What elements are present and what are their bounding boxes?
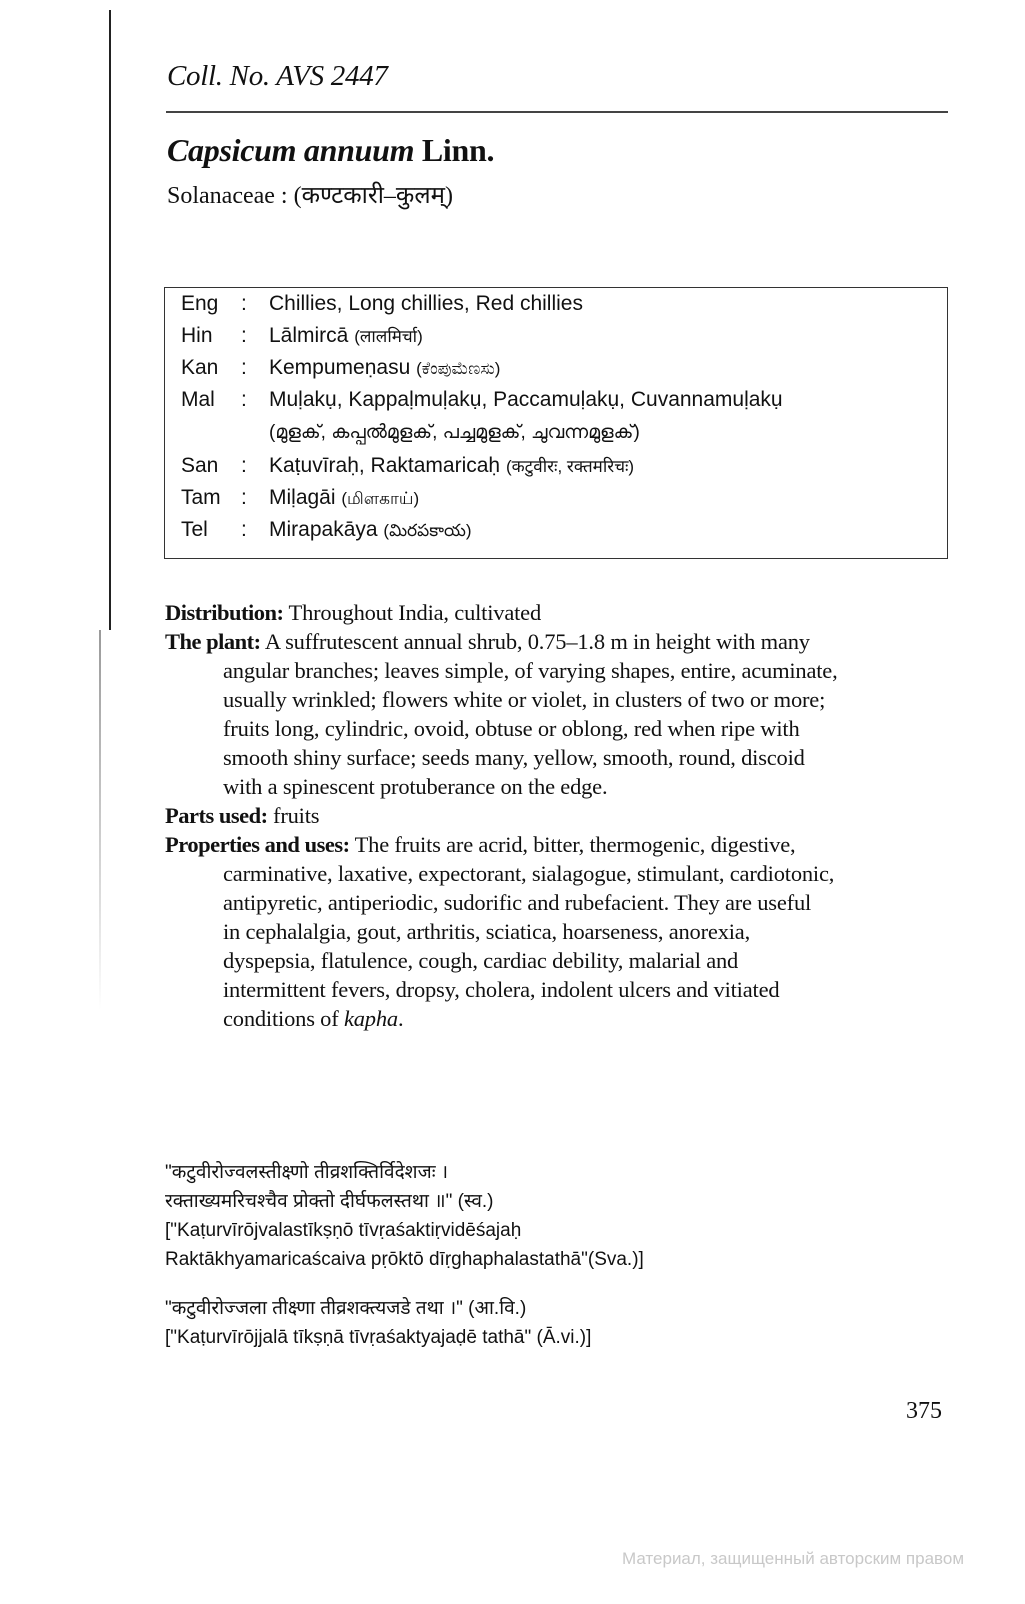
properties-last-line bbox=[165, 1004, 950, 1033]
verse-line-devanagari: रक्ताख्यमरिचश्चैव प्रोक्तो दीर्घफलस्तथा ॥" (स्व.) bbox=[165, 1191, 494, 1212]
lang-code: Kan bbox=[181, 356, 219, 379]
species-epithet: annuum bbox=[303, 132, 415, 168]
lang-code: Eng bbox=[181, 292, 219, 315]
vernacular-row-san bbox=[181, 454, 634, 478]
plant-line: angular branches; leaves simple, of varying shapes, entire, acuminate, bbox=[223, 658, 838, 683]
vernacular-name: Chillies, Long chillies, Red chillies bbox=[269, 292, 583, 315]
verse-line-transliteration: ["Kaṭurvīrōjjalā tīkṣṇā tīvṛaśaktyajaḍē tathā" (Ā.vi.)] bbox=[165, 1327, 592, 1348]
lang-code: Mal bbox=[181, 388, 215, 411]
distribution-text: Throughout India, cultivated bbox=[283, 600, 541, 625]
native-script: (ಕೆಂಪುಮೆಣಸು) bbox=[416, 359, 501, 378]
properties-text: The fruits are acrid, bitter, thermogenic, digestive, bbox=[349, 832, 796, 857]
vernacular-row-mal bbox=[181, 388, 783, 412]
vernacular-name: Miḷagāi bbox=[269, 486, 336, 509]
lang-code: San bbox=[181, 454, 219, 477]
species-title bbox=[167, 132, 494, 169]
parts-used-paragraph bbox=[165, 801, 950, 830]
properties-line: antipyretic, antiperiodic, sudorific and rubefacient. They are useful bbox=[223, 890, 812, 915]
page-number: 375 bbox=[906, 1398, 942, 1424]
separator: : bbox=[241, 356, 247, 379]
separator: : bbox=[241, 324, 247, 347]
properties-paragraph bbox=[165, 830, 950, 1033]
properties-line: dyspepsia, flatulence, cough, cardiac debility, malarial and bbox=[223, 948, 739, 973]
vernacular-row-tel bbox=[181, 518, 471, 545]
separator: : bbox=[241, 518, 247, 541]
native-script: (మిరపకాయ) bbox=[383, 521, 472, 540]
vernacular-name: Lālmircā bbox=[269, 324, 349, 347]
plant-label: The plant: bbox=[165, 629, 261, 654]
properties-line: intermittent fevers, dropsy, cholera, indolent ulcers and vitiated bbox=[223, 977, 780, 1002]
verse-block-1 bbox=[165, 1158, 644, 1274]
family-name: Solanaceae : (कण्टकारी–कुलम्) bbox=[167, 183, 453, 209]
verse-line-devanagari: "कटुवीरोज्जला तीक्ष्णा तीव्रशक्त्यजडे तथा ।" (आ.वि.) bbox=[165, 1298, 527, 1319]
plant-line: fruits long, cylindric, ovoid, obtuse or oblong, red when ripe with bbox=[223, 716, 800, 741]
lang-code: Tam bbox=[181, 486, 221, 509]
plant-line: smooth shiny surface; seeds many, yellow, smooth, round, discoid bbox=[223, 745, 805, 770]
plant-text: A suffrutescent annual shrub, 0.75–1.8 m in height with many bbox=[260, 629, 810, 654]
native-script: (कटुवीरः, रक्तमरिचः) bbox=[505, 457, 635, 476]
collection-number: Coll. No. AVS 2447 bbox=[167, 60, 388, 92]
distribution-label: Distribution: bbox=[165, 600, 284, 625]
separator: : bbox=[241, 388, 247, 411]
verse-line-devanagari: "कटुवीरोज्वलस्तीक्ष्णो तीव्रशक्तिर्विदेशजः । bbox=[165, 1162, 449, 1183]
vernacular-name: Kaṭuvīraḥ, Raktamaricaḥ bbox=[269, 454, 501, 477]
separator: : bbox=[241, 292, 247, 315]
verse-block-2 bbox=[165, 1294, 591, 1352]
distribution-paragraph bbox=[165, 598, 950, 627]
vernacular-name: Kempumeṇasu bbox=[269, 356, 411, 379]
species-genus: Capsicum bbox=[167, 132, 297, 168]
separator: : bbox=[241, 454, 247, 477]
kapha-term: kapha bbox=[343, 1006, 398, 1031]
vernacular-mal-native: (മുളക്, കപ്പൽമുളക്, പച്ചമുളക്, ചുവന്നമുളക്) bbox=[269, 422, 640, 443]
vernacular-row-hin bbox=[181, 324, 423, 348]
properties-label: Properties and uses: bbox=[165, 832, 350, 857]
header-divider bbox=[166, 111, 948, 113]
lang-code: Hin bbox=[181, 324, 213, 347]
native-script: (लालमिर्चा) bbox=[354, 327, 423, 346]
plant-line: with a spinescent protuberance on the edge. bbox=[223, 774, 608, 799]
properties-last-text: conditions of bbox=[223, 1006, 344, 1031]
page-margin-line bbox=[109, 10, 111, 630]
parts-used-label: Parts used: bbox=[165, 803, 268, 828]
species-authority: Linn. bbox=[421, 132, 495, 168]
properties-line: in cephalalgia, gout, arthritis, sciatica, hoarseness, anorexia, bbox=[223, 919, 751, 944]
vernacular-row-kan bbox=[181, 356, 500, 380]
vernacular-names-box bbox=[164, 287, 948, 559]
vernacular-row-tam bbox=[181, 486, 419, 511]
verse-line-transliteration: Raktākhyamaricaścaiva pṛōktō dīṛghaphalastathā"(Sva.)] bbox=[165, 1249, 644, 1270]
verse-line-transliteration: ["Kaṭurvīrōjvalastīkṣṇō tīvṛaśaktiṛvidēśajaḥ bbox=[165, 1220, 522, 1241]
properties-last-suffix: . bbox=[397, 1006, 404, 1031]
plant-line: usually wrinkled; flowers white or violet, in clusters of two or more; bbox=[223, 687, 826, 712]
properties-line: carminative, laxative, expectorant, sialagogue, stimulant, cardiotonic, bbox=[223, 861, 835, 886]
native-script: (மிளகாய்) bbox=[341, 489, 420, 508]
vernacular-name: Muḷakụ, Kappaḷmuḷakụ, Paccamuḷakụ, Cuvannamuḷakụ bbox=[269, 388, 783, 411]
copyright-watermark: Материал, защищенный авторским правом bbox=[622, 1549, 965, 1568]
vernacular-row-eng bbox=[181, 292, 583, 316]
separator: : bbox=[241, 486, 247, 509]
lang-code: Tel bbox=[181, 518, 208, 541]
vernacular-name: Mirapakāya bbox=[269, 518, 378, 541]
page-margin-line-faded bbox=[99, 630, 101, 1010]
parts-used-text: fruits bbox=[267, 803, 320, 828]
plant-paragraph bbox=[165, 627, 950, 801]
